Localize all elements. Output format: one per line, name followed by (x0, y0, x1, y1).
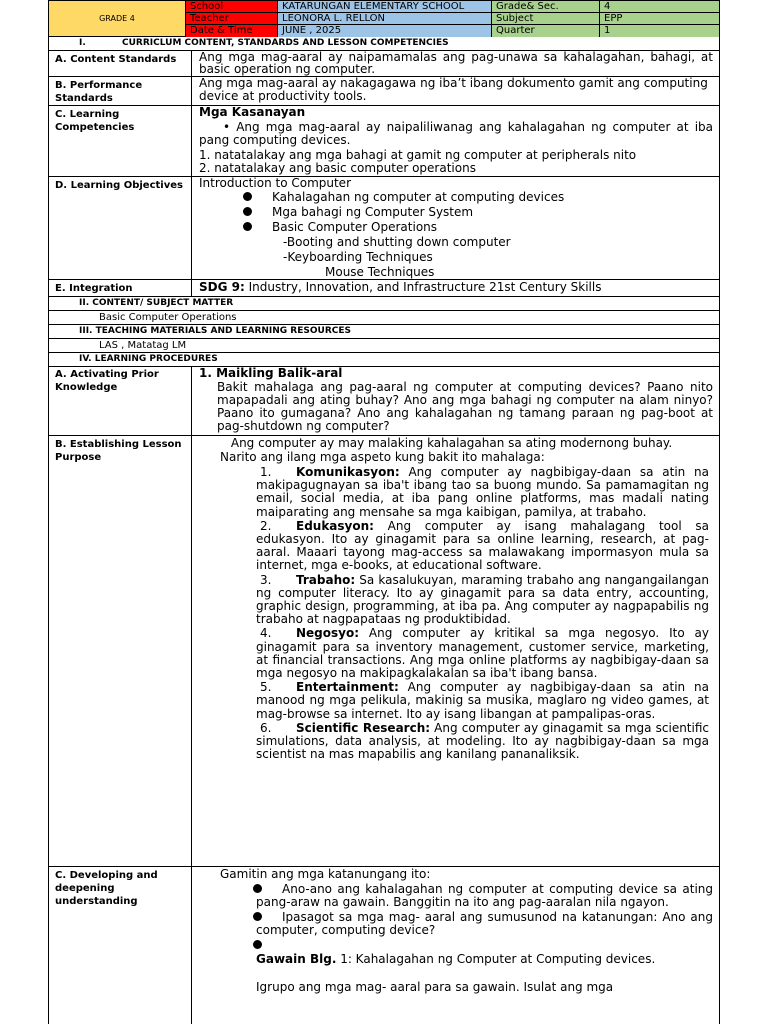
developing-question-2: Ipasagot sa mga mag- aaral ang sumusunod na katanungan: Ano ang computer, computing device? (199, 911, 713, 937)
integration-label: E. Integration (49, 280, 192, 296)
section-2-value-row (48, 311, 720, 325)
section-4-heading (48, 353, 720, 367)
performance-standards-row (48, 77, 720, 106)
establishing-item (199, 574, 713, 627)
item-number: 5. (260, 680, 272, 695)
item-text: Ang computer ay ginagamit sa mga scientific simulations, data analysis, at modeling. Ito ay nagbibigay-daan sa mga scientist na mas mapabilis ang kanilang pananaliksik. (256, 720, 710, 762)
school-label: School (186, 1, 278, 13)
item-title: Negosyo: (296, 626, 360, 641)
item-number: 6. (260, 720, 272, 735)
bullet-icon (253, 912, 262, 921)
competencies-heading: Mga Kasanayan (199, 106, 306, 119)
content-standards-text: Ang mga mag-aaral ay naipamamalas ang pag-unawa sa kahalagahan, bahagi, at basic operation ng computer. (199, 51, 713, 76)
activating-row (48, 367, 720, 436)
establishing-list (199, 466, 713, 761)
bullet-icon (243, 192, 252, 201)
establishing-item (199, 722, 713, 762)
content-standards-label: A. Content Standards (49, 51, 192, 76)
section-1-roman: I. (79, 38, 86, 48)
item-number: 4. (260, 626, 272, 641)
quarter-label: Quarter (492, 25, 600, 37)
learning-competencies-content (193, 106, 719, 176)
performance-standards-text: Ang mga mag-aaral ay nakagagawa ng iba’t ibang dokumento gamit ang computing device at productivity tools. (199, 77, 708, 103)
gradesec-value: 4 (600, 1, 719, 13)
header-table (48, 0, 720, 37)
integration-sdg: SDG 9: (199, 280, 245, 294)
integration-content (193, 280, 719, 296)
developing-last-line: Igrupo ang mga mag- aaral para sa gawain. Isulat ang mga (256, 980, 614, 994)
activating-heading: 1. Maikling Balik-aral (199, 367, 343, 380)
gawain-paragraph (199, 952, 713, 966)
activating-text: Bakit mahalaga ang pag-aaral ng computer at computing devices? Paano nito mapapadali ang ating buhay? Ano ang mga bahagi ng computer na alam ninyo? Paano ito gumagana? Ano ang kahalagahan ng tamang paraan ng pag-boot at pag-shutdown ng computer? (217, 380, 713, 433)
item-text: Ang computer ay kritikal sa mga negosyo. Ito ay ginagamit para sa inventory management, customer service, marketing, at financial transactions. Ang mga online platforms ay nagbibigay-daan sa mga negosyo na makipagkalakalan sa iba't ibang bansa. (256, 626, 709, 681)
item-title: Entertainment: (296, 680, 399, 695)
competencies-bullet: • Ang mga mag-aaral ay naipaliliwanag ang kahalagahan ng computer at iba pang computing devices. (199, 120, 713, 147)
objective-item-3: Basic Computer Operations (199, 220, 713, 235)
bullet-icon (243, 222, 252, 231)
item-text: Sa kasalukuyan, maraming trabaho ang nangangailangan ng computer literacy. Ito ay ginagamit para sa data entry, accounting, graphic design, programming, at iba pa. Ang computer ay nagpapabilis ng trabaho at nagpapataas ng produktibidad. (256, 572, 709, 627)
developing-question-1: Ano-ano ang kahalagahan ng computer at computing device sa ating pang-araw na gawain. Banggitin na ito ang pag-aaralan nila ngayon. (199, 883, 713, 909)
learning-objectives-content (193, 177, 719, 279)
establishing-content (193, 436, 719, 866)
activating-label: A. Activating Prior Knowledge (49, 367, 192, 435)
bullet-icon (253, 940, 262, 949)
learning-competencies-row (48, 106, 720, 177)
subject-value: EPP (600, 13, 719, 25)
gawain-title: Gawain Blg. (256, 952, 337, 966)
objective-item-1: Kahalagahan ng computer at computing devices (199, 190, 713, 205)
establishing-item (199, 466, 713, 519)
establishing-item (199, 681, 713, 721)
section-1-title: CURRICLUM CONTENT, STANDARDS AND LESSON COMPETENCIES (122, 38, 449, 48)
activating-content (193, 367, 719, 435)
developing-label: C. Developing and deepening understanding (49, 867, 192, 1024)
section-3-value: LAS , Matatag LM (99, 340, 187, 351)
teacher-label: Teacher (186, 13, 278, 25)
section-2-value: Basic Computer Operations (99, 312, 237, 323)
objectives-intro: Introduction to Computer (199, 177, 351, 190)
integration-text: Industry, Innovation, and Infrastructure 21st Century Skills (244, 280, 602, 294)
establishing-label: B. Establishing Lesson Purpose (49, 436, 192, 866)
learning-competencies-label: C. Learning Competencies (49, 106, 192, 176)
bullet-icon (243, 207, 252, 216)
item-text: Ang computer ay nagbibigay-daan sa atin na makipagugnayan sa iba't ibang tao sa buong mundo. Sa pamamagitan ng email, social media, at iba pang online platforms, mas madali nating maiparating ang mensahe sa mga kaibigan, pamilya, at trabaho. (256, 465, 709, 519)
establishing-item (199, 520, 713, 573)
developing-row (48, 867, 720, 1024)
developing-content (193, 867, 719, 1024)
establishing-item (199, 627, 713, 680)
objective-item-2: Mga bahagi ng Computer System (199, 205, 713, 220)
section-3-heading (48, 325, 720, 339)
bullet-icon (253, 884, 262, 893)
objective-sub-1: -Booting and shutting down computer (283, 235, 511, 249)
learning-objectives-label: D. Learning Objectives (49, 177, 192, 279)
content-standards-row (48, 51, 720, 77)
section-3-title: III. TEACHING MATERIALS AND LEARNING RESOURCES (79, 326, 351, 336)
grade-cell: GRADE 4 (49, 1, 186, 36)
item-title: Edukasyon: (296, 518, 374, 533)
objective-sub-3: Mouse Techniques (325, 265, 435, 279)
item-text: Ang computer ay nagbibigay-daan sa atin na manood ng mga pelikula, makinig sa musika, maglaro ng video games, at mag-browse sa internet. Ito ay isang libangan at pampalipas-oras. (256, 680, 709, 721)
school-value: KATARUNGAN ELEMENTARY SCHOOL (278, 1, 492, 13)
competencies-item-2: 2. natatalakay ang basic computer operations (199, 161, 476, 175)
performance-standards-label: B. Performance Standards (49, 77, 192, 105)
gawain-text: 1: Kahalagahan ng Computer at Computing devices. (336, 952, 656, 966)
establishing-intro: Ang computer ay may malaking kahalagahan sa ating modernong buhay. (230, 436, 673, 450)
learning-objectives-row (48, 177, 720, 280)
developing-intro: Gamitin ang mga katanungang ito: (220, 867, 431, 881)
item-title: Komunikasyon: (296, 465, 400, 479)
item-number: 2. (260, 518, 272, 533)
integration-row (48, 280, 720, 297)
item-title: Scientific Research: (296, 720, 431, 735)
section-3-value-row (48, 339, 720, 353)
item-number: 1. (260, 465, 272, 479)
establishing-row (48, 436, 720, 867)
objective-sub-2: -Keyboarding Techniques (283, 250, 433, 264)
section-2-heading (48, 297, 720, 311)
section-1-heading (48, 37, 720, 51)
quarter-value: 1 (600, 25, 719, 37)
subject-label: Subject (492, 13, 600, 25)
developing-empty-bullet (199, 939, 713, 952)
date-value: JUNE , 2025 (278, 25, 492, 37)
competencies-item-1: 1. natatalakay ang mga bahagi at gamit ng computer at peripherals nito (199, 148, 637, 162)
section-4-title: IV. LEARNING PROCEDURES (79, 354, 218, 364)
establishing-intro-2: Narito ang ilang mga aspeto kung bakit ito mahalaga: (220, 450, 545, 464)
teacher-value: LEONORA L. RELLON (278, 13, 492, 25)
item-text: Ang computer ay isang mahalagang tool sa edukasyon. Ito ay ginagamit para sa online learning, research, at pag-aaral. Maaari tayong mag-access sa malawakang impormasyon mula sa internet, mga e-books, at educational software. (256, 518, 709, 573)
item-number: 3. (260, 572, 272, 587)
section-2-title: II. CONTENT/ SUBJECT MATTER (79, 298, 234, 308)
date-label: Date & Time (186, 25, 278, 37)
item-title: Trabaho: (296, 572, 356, 587)
gradesec-label: Grade& Sec. (492, 1, 600, 13)
